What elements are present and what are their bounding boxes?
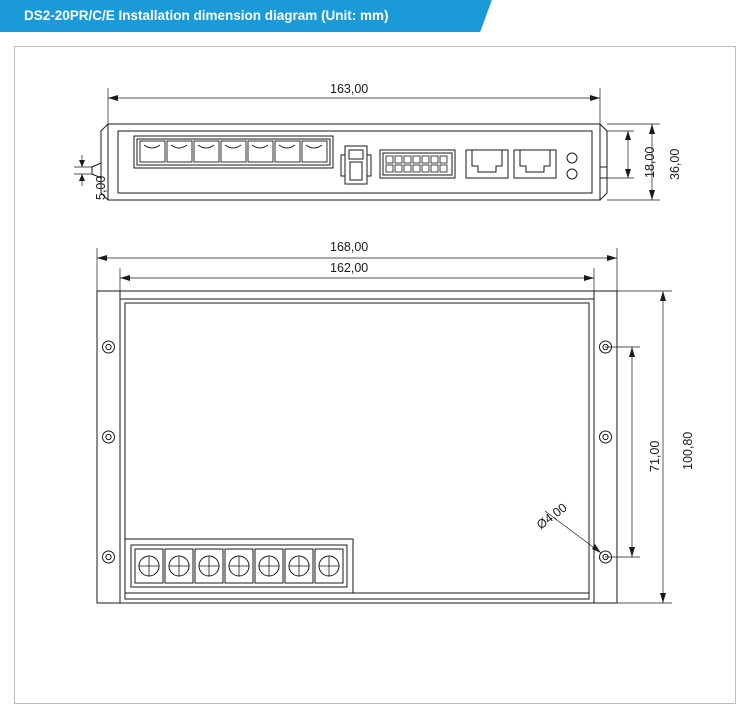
dimension-label-top-body-width: 162,00 [330, 261, 369, 275]
dimension-label-top-hole-spacing: 71,00 [648, 440, 662, 472]
dimension-label-side-height: 36,00 [668, 148, 682, 180]
side-view [74, 88, 660, 200]
top-view [97, 248, 672, 603]
dimension-label-top-overall-width: 168,00 [330, 240, 369, 254]
page-title: DS2-20PR/C/E Installation dimension diagram (Unit: mm) [24, 8, 389, 23]
dimension-label-side-length: 163,00 [330, 82, 369, 96]
dimension-label-hole-diameter: Ø4,00 [534, 500, 570, 533]
dimension-label-side-inner-height: 18,00 [643, 146, 657, 178]
dimension-label-top-overall-depth: 100,80 [681, 431, 695, 470]
dimension-label-side-foot: 5,00 [94, 175, 108, 200]
